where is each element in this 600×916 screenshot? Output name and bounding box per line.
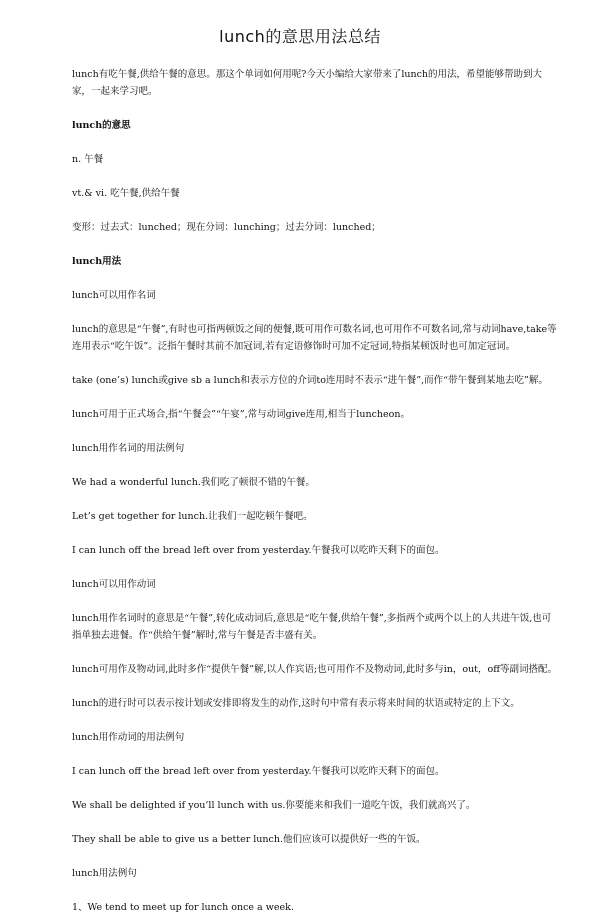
definition-verb: vt.& vi. 吃午餐,供给午餐: [72, 188, 180, 199]
usage-paragraph: lunch用作名词时的意思是“午餐”,转化成动词后,意思是“吃午餐,供给午餐”,多指两个或两个以上的人共进午饭,也可指单独去进餐。作“供给午餐”解时,常与午餐是否丰盛有关。: [72, 613, 552, 641]
example-sentence: Let’s get together for lunch.让我们一起吃顿午餐吧。: [72, 511, 313, 522]
example-sentence: They shall be able to give us a better lunch.他们应该可以提供好一些的午饭。: [72, 834, 426, 845]
usage-paragraph: lunch的进行时可以表示按计划或安排即将发生的动作,这时句中常有表示将来时间的状语或特定的上下文。: [72, 698, 520, 709]
examples-subheading-noun: lunch用作名词的用法例句: [72, 443, 185, 454]
usage-paragraph: lunch可用于正式场合,指“午餐会”“午宴”,常与动词give连用,相当于luncheon。: [72, 409, 410, 420]
section-heading-usage: lunch用法: [72, 256, 122, 267]
intro-paragraph: lunch有吃午餐,供给午餐的意思。那这个单词如何用呢?今天小编给大家带来了lunch的用法，希望能够帮助到大家，一起来学习吧。: [72, 69, 543, 97]
usage-paragraph: lunch可用作及物动词,此时多作“提供午餐”解,以人作宾语;也可用作不及物动词,此时多与in，out，off等副词搭配。: [72, 664, 557, 675]
document-body: [72, 66, 558, 916]
usage-subheading-verb: lunch可以用作动词: [72, 579, 156, 590]
usage-paragraph: lunch的意思是“午餐”,有时也可指两顿饭之间的便餐,既可用作可数名词,也可用作不可数名词,常与动词have,take等连用表示“吃午饭”。泛指午餐时其前不加冠词,若有定语修饰时可加不定冠词,特指某顿饭时也可加定冠词。: [72, 324, 557, 352]
example-sentence: 1、We tend to meet up for lunch once a week.: [72, 902, 294, 913]
section-heading-meaning: lunch的意思: [72, 120, 131, 131]
usage-subheading-noun: lunch可以用作名词: [72, 290, 156, 301]
example-sentence: I can lunch off the bread left over from yesterday.午餐我可以吃昨天剩下的面包。: [72, 766, 445, 777]
example-sentence: We had a wonderful lunch.我们吃了顿很不错的午餐。: [72, 477, 315, 488]
definition-noun: n. 午餐: [72, 154, 104, 165]
inflections: 变形：过去式：lunched；现在分词：lunching；过去分词：lunched；: [72, 222, 381, 233]
usage-paragraph: take (one’s) lunch或give sb a lunch和表示方位的介词to连用时不表示“进午餐”,而作“带午餐到某地去吃”解。: [72, 375, 548, 386]
examples-subheading-general: lunch用法例句: [72, 868, 137, 879]
example-sentence: We shall be delighted if you’ll lunch with us.你要能来和我们一道吃午饭，我们就高兴了。: [72, 800, 476, 811]
document-title: lunch的意思用法总结: [219, 27, 381, 46]
examples-subheading-verb: lunch用作动词的用法例句: [72, 732, 185, 743]
example-sentence: I can lunch off the bread left over from yesterday.午餐我可以吃昨天剩下的面包。: [72, 545, 445, 556]
